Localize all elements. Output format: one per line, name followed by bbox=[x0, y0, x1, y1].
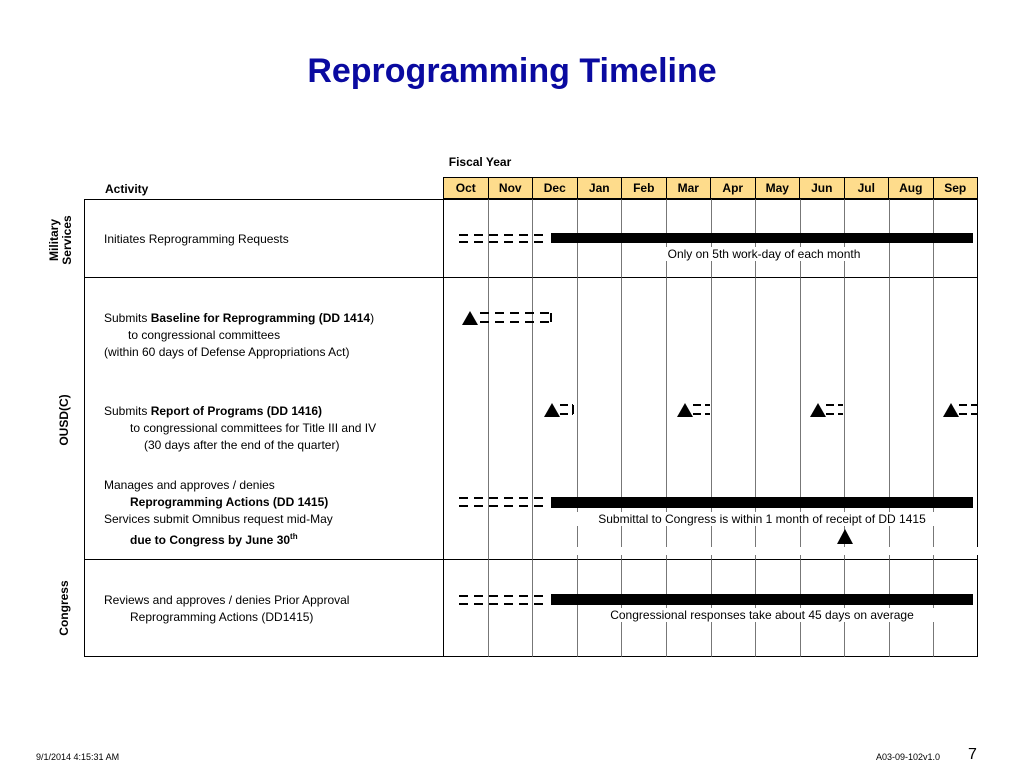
note-responses: Congressional responses take about 45 days on average bbox=[580, 608, 944, 622]
section-label-military: Military Services bbox=[47, 215, 74, 265]
month-gridlines bbox=[489, 199, 934, 657]
section-label-congress: Congress bbox=[57, 580, 71, 636]
gap-mask bbox=[575, 547, 979, 555]
activity-baseline: Submits Baseline for Reprogramming (DD 1414) to congressional committees (within 60 days of Defense Appropriations Act) bbox=[104, 311, 375, 359]
footer-doc-id: A03-09-102v1.0 bbox=[876, 752, 941, 762]
month-mar: Mar bbox=[666, 178, 711, 198]
milestone-triangle-baseline bbox=[462, 311, 478, 325]
milestone-quarter-3 bbox=[810, 403, 843, 417]
note-submittal: Submittal to Congress is within 1 month of receipt of DD 1415 bbox=[565, 512, 959, 526]
activity-manages: Manages and approves / denies Reprogramming Actions (DD 1415) Services submit Omnibus request mid-May due to Congress by June 30th bbox=[104, 478, 333, 547]
month-oct: Oct bbox=[455, 181, 476, 195]
milestone-quarter-2 bbox=[677, 403, 710, 417]
month-may: May bbox=[755, 178, 800, 198]
milestone-quarter-1 bbox=[544, 403, 573, 417]
milestone-quarter-4 bbox=[943, 403, 977, 417]
month-nov: Nov bbox=[488, 178, 533, 198]
activity-header: Activity bbox=[105, 182, 149, 196]
solid-bar-congress bbox=[551, 594, 973, 605]
month-jan: Jan bbox=[577, 178, 622, 198]
footer-timestamp: 9/1/2014 4:15:31 AM bbox=[36, 752, 120, 762]
page-title: Reprogramming Timeline bbox=[307, 52, 717, 90]
activity-initiates: Initiates Reprogramming Requests bbox=[104, 232, 289, 246]
activity-congress: Reviews and approves / denies Prior Approval Reprogramming Actions (DD1415) bbox=[104, 593, 350, 624]
section-label-ousd: OUSD(C) bbox=[57, 394, 71, 446]
month-aug: Aug bbox=[888, 178, 933, 198]
month-jun: Jun bbox=[799, 178, 844, 198]
fiscal-year-label: Fiscal Year bbox=[448, 155, 512, 169]
solid-bar-initiates bbox=[551, 233, 973, 243]
solid-bar-manages bbox=[551, 497, 973, 508]
month-jul: Jul bbox=[844, 178, 889, 198]
month-sep: Sep bbox=[933, 178, 978, 198]
activity-report: Submits Report of Programs (DD 1416) to congressional committees for Title III and IV (30 days after the end of the quarter) bbox=[104, 404, 377, 452]
page-number: 7 bbox=[968, 746, 977, 763]
month-feb: Feb bbox=[621, 178, 666, 198]
month-apr: Apr bbox=[710, 178, 755, 198]
month-dec: Dec bbox=[532, 178, 577, 198]
note-workday: Only on 5th work-day of each month bbox=[640, 247, 888, 261]
milestone-june-30 bbox=[837, 529, 853, 544]
